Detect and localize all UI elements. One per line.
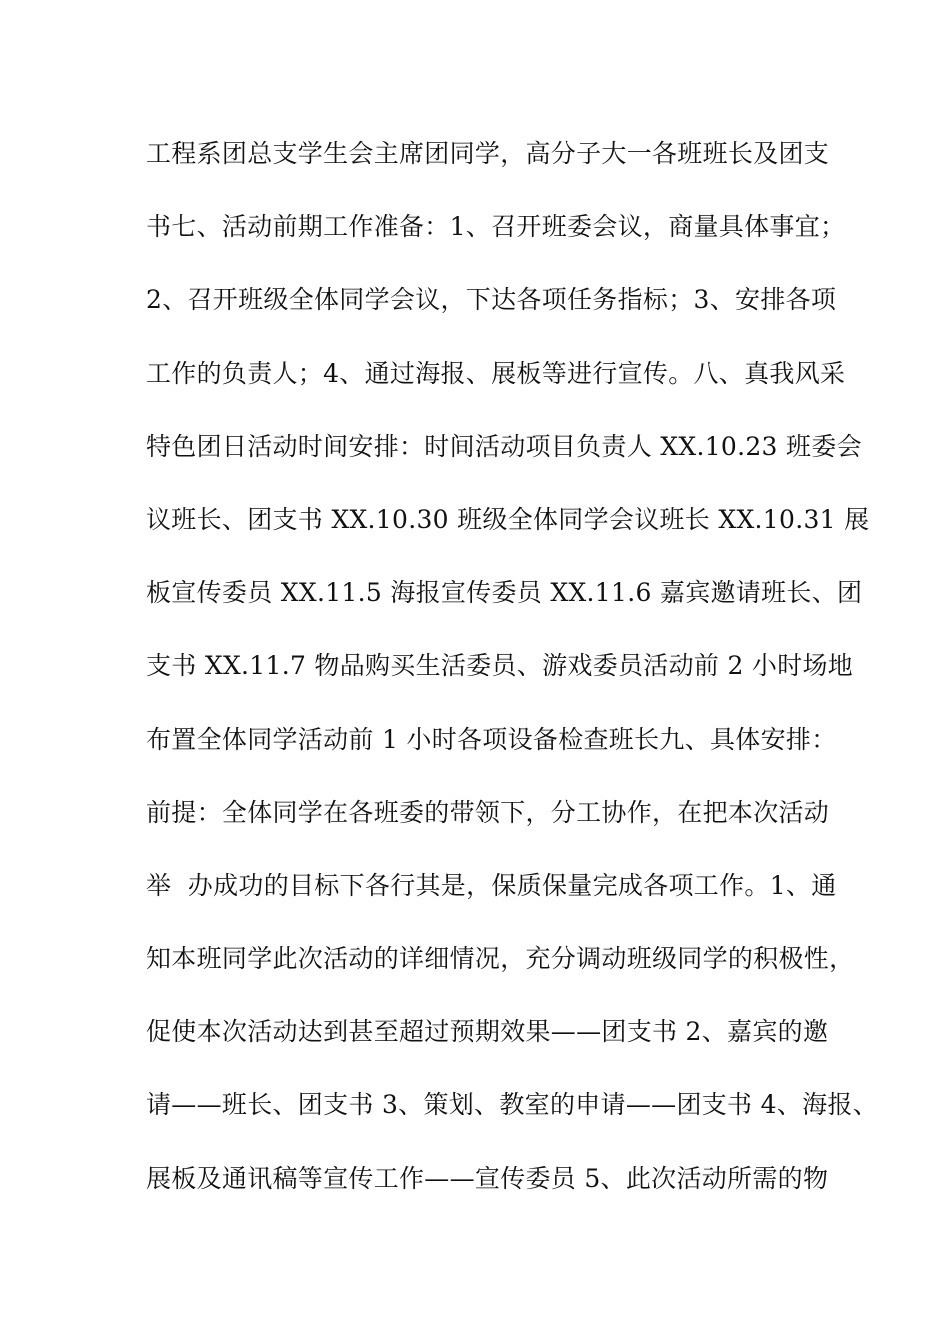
text-line: 板宣传委员 XX.11.5 海报宣传委员 XX.11.6 嘉宾邀请班长、团 xyxy=(146,578,863,608)
text-line: 工程系团总支学生会主席团同学，高分子大一各班班长及团支 xyxy=(146,139,830,168)
text-line: 促使本次活动达到甚至超过预期效果——团支书 2、嘉宾的邀 xyxy=(146,1017,829,1047)
text-line: 举 办成功的目标下各行其是，保质保量完成各项工作。1、通 xyxy=(146,870,837,900)
text-line: 布置全体同学活动前 1 小时各项设备检查班长九、具体安排： xyxy=(146,724,837,754)
text-line: 议班长、团支书 XX.10.30 班级全体同学会议班长 XX.10.31 展 xyxy=(146,504,870,534)
text-line: 前提：全体同学在各班委的带领下，分工协作，在把本次活动 xyxy=(146,797,830,827)
text-line: 特色团日活动时间安排：时间活动项目负责人 XX.10.23 班委会 xyxy=(146,431,862,461)
text-line: 工作的负责人；4、通过海报、展板等进行宣传。八、真我风采 xyxy=(146,358,846,388)
text-line: 知本班同学此次活动的详细情况，充分调动班级同学的积极性， xyxy=(146,944,855,974)
text-line: 2、召开班级全体同学会议，下达各项任务指标；3、安排各项 xyxy=(146,285,837,315)
text-line: 请——班长、团支书 3、策划、教室的申请——团支书 4、海报、 xyxy=(146,1090,879,1120)
text-line: 书七、活动前期工作准备：1、召开班委会议，商量具体事宜； xyxy=(146,212,846,242)
body-text xyxy=(146,128,879,1226)
text-line: 支书 XX.11.7 物品购买生活委员、游戏委员活动前 2 小时场地 xyxy=(146,651,854,681)
text-line: 展板及通讯稿等宣传工作——宣传委员 5、此次活动所需的物 xyxy=(146,1163,829,1193)
